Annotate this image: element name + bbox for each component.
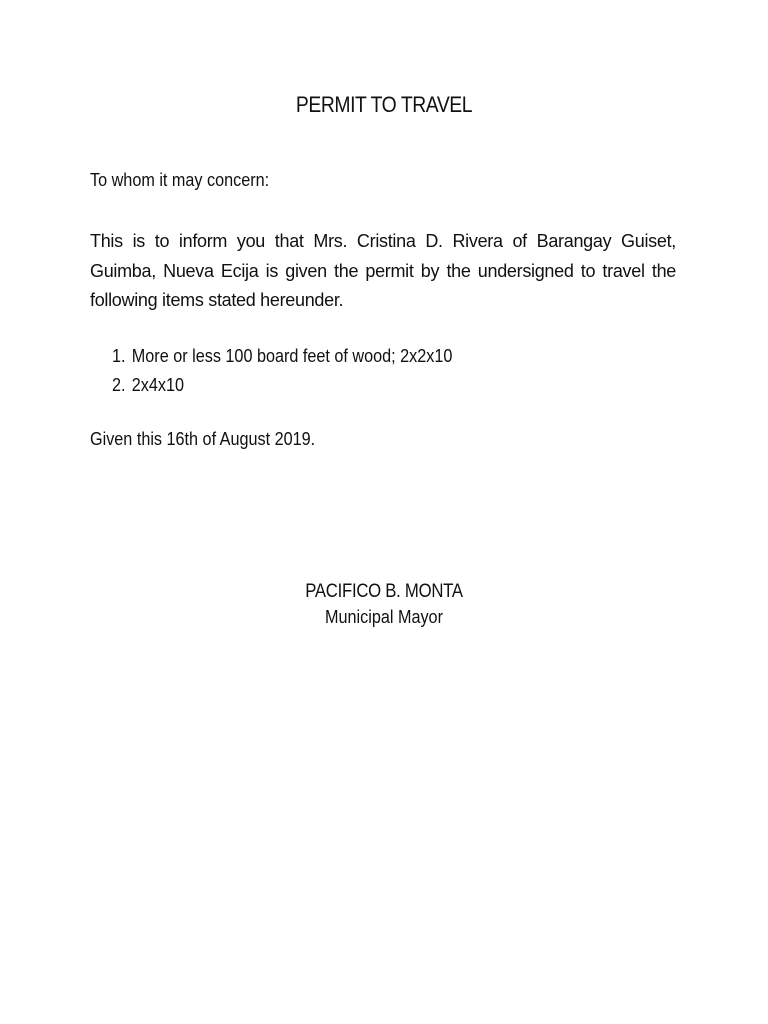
given-date-line: Given this 16th of August 2019.	[90, 429, 316, 449]
document-title: PERMIT TO TRAVEL	[295, 92, 473, 117]
body-paragraph: This is to inform you that Mrs. Cristina D. Rivera of Barangay Guiset, Guimba, Nueva Ecija is given the permit by the undersigned to travel the following items stated hereunder.	[90, 231, 676, 310]
items-list	[112, 342, 490, 400]
signatory-position: Municipal Mayor	[325, 607, 443, 627]
list-item-text: 2x4x10	[131, 375, 185, 395]
list-item	[112, 342, 452, 371]
list-item-text: More or less 100 board feet of wood; 2x2x10	[131, 346, 453, 366]
list-item-number: 1.	[112, 346, 126, 366]
signatory-name: PACIFICO B. MONTA	[305, 581, 463, 602]
list-item	[112, 371, 452, 400]
salutation: To whom it may concern:	[90, 170, 270, 190]
list-item-number: 2.	[112, 375, 126, 395]
